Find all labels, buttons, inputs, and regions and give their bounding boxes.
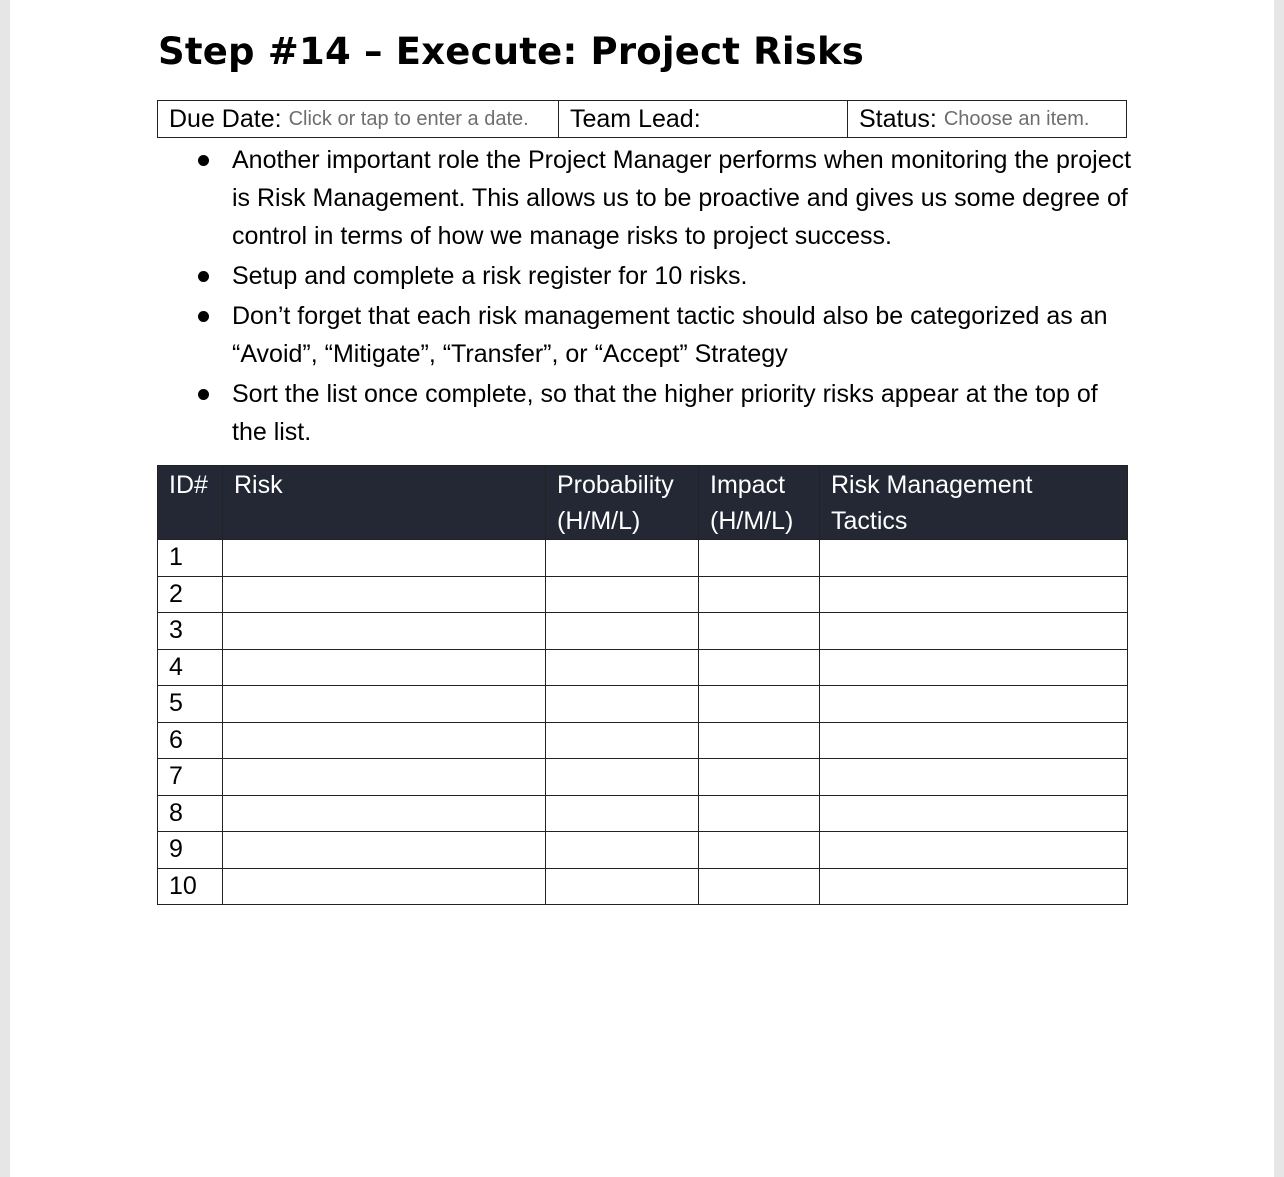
probability-cell[interactable] [546,540,699,577]
tactics-cell[interactable] [820,686,1128,723]
table-row [158,868,1128,905]
page-title: Step #14 – Execute: Project Risks [158,30,865,73]
risk-cell[interactable] [223,868,546,905]
table-row [158,576,1128,613]
probability-cell[interactable] [546,759,699,796]
header-impact: Impact (H/M/L) [699,466,820,540]
risk-cell[interactable] [223,795,546,832]
risk-cell[interactable] [223,832,546,869]
tactics-cell[interactable] [820,613,1128,650]
tactics-cell[interactable] [820,795,1128,832]
table-row [158,795,1128,832]
probability-cell[interactable] [546,686,699,723]
row-id: 6 [158,722,223,759]
table-header-row [158,466,1128,540]
row-id: 4 [158,649,223,686]
status-cell[interactable] [848,101,1126,137]
impact-cell[interactable] [699,576,820,613]
meta-info-table [157,100,1127,138]
header-tactics: Risk Management Tactics [820,466,1128,540]
bullet-icon [198,311,209,322]
impact-cell[interactable] [699,759,820,796]
risk-cell[interactable] [223,759,546,796]
row-id: 9 [158,832,223,869]
risk-cell[interactable] [223,576,546,613]
instruction-item [198,375,1138,451]
risk-cell[interactable] [223,722,546,759]
table-row [158,722,1128,759]
tactics-cell[interactable] [820,576,1128,613]
instruction-text: Sort the list once complete, so that the higher priority risks appear at the top of the list. [232,380,1098,446]
due-date-cell[interactable] [158,101,559,137]
team-lead-cell[interactable] [559,101,848,137]
table-row [158,613,1128,650]
row-id: 1 [158,540,223,577]
tactics-cell[interactable] [820,759,1128,796]
bullet-icon [198,389,209,400]
row-id: 3 [158,613,223,650]
risk-cell[interactable] [223,613,546,650]
instruction-text: Don’t forget that each risk management tactic should also be categorized as an “Avoid”, “Mitigate”, “Transfer”, or “Accept” Strategy [232,302,1108,368]
probability-cell[interactable] [546,576,699,613]
impact-cell[interactable] [699,795,820,832]
probability-cell[interactable] [546,868,699,905]
impact-cell[interactable] [699,613,820,650]
probability-cell[interactable] [546,795,699,832]
instruction-text: Setup and complete a risk register for 10 risks. [232,262,748,290]
table-row [158,649,1128,686]
risk-register-table [157,465,1128,905]
row-id: 7 [158,759,223,796]
row-id: 10 [158,868,223,905]
tactics-cell[interactable] [820,540,1128,577]
probability-cell[interactable] [546,722,699,759]
table-row [158,759,1128,796]
impact-cell[interactable] [699,832,820,869]
instruction-item [198,141,1138,255]
tactics-cell[interactable] [820,868,1128,905]
team-lead-label: Team Lead: [570,104,701,133]
header-probability: Probability (H/M/L) [546,466,699,540]
impact-cell[interactable] [699,649,820,686]
impact-cell[interactable] [699,868,820,905]
bullet-icon [198,155,209,166]
impact-cell[interactable] [699,722,820,759]
risk-cell[interactable] [223,540,546,577]
status-dropdown[interactable]: Choose an item. [943,107,1090,130]
risk-cell[interactable] [223,686,546,723]
table-row [158,540,1128,577]
risk-cell[interactable] [223,649,546,686]
row-id: 5 [158,686,223,723]
bullet-icon [198,271,209,282]
tactics-cell[interactable] [820,722,1128,759]
impact-cell[interactable] [699,686,820,723]
document-page [10,0,1274,1177]
instructions-list [198,141,1138,453]
table-row [158,832,1128,869]
header-risk: Risk [223,466,546,540]
tactics-cell[interactable] [820,649,1128,686]
table-row [158,686,1128,723]
status-label: Status: [859,104,937,133]
probability-cell[interactable] [546,649,699,686]
probability-cell[interactable] [546,832,699,869]
impact-cell[interactable] [699,540,820,577]
instruction-item [198,257,1138,295]
due-date-field[interactable]: Click or tap to enter a date. [288,107,529,130]
probability-cell[interactable] [546,613,699,650]
instruction-text: Another important role the Project Manager performs when monitoring the project is Risk Management. This allows us to be proactive and gives us some degree of control in terms of how we manage risks to project success. [232,146,1132,250]
header-id: ID# [158,466,223,540]
tactics-cell[interactable] [820,832,1128,869]
instruction-item [198,297,1138,373]
due-date-label: Due Date: [169,104,282,133]
row-id: 8 [158,795,223,832]
row-id: 2 [158,576,223,613]
